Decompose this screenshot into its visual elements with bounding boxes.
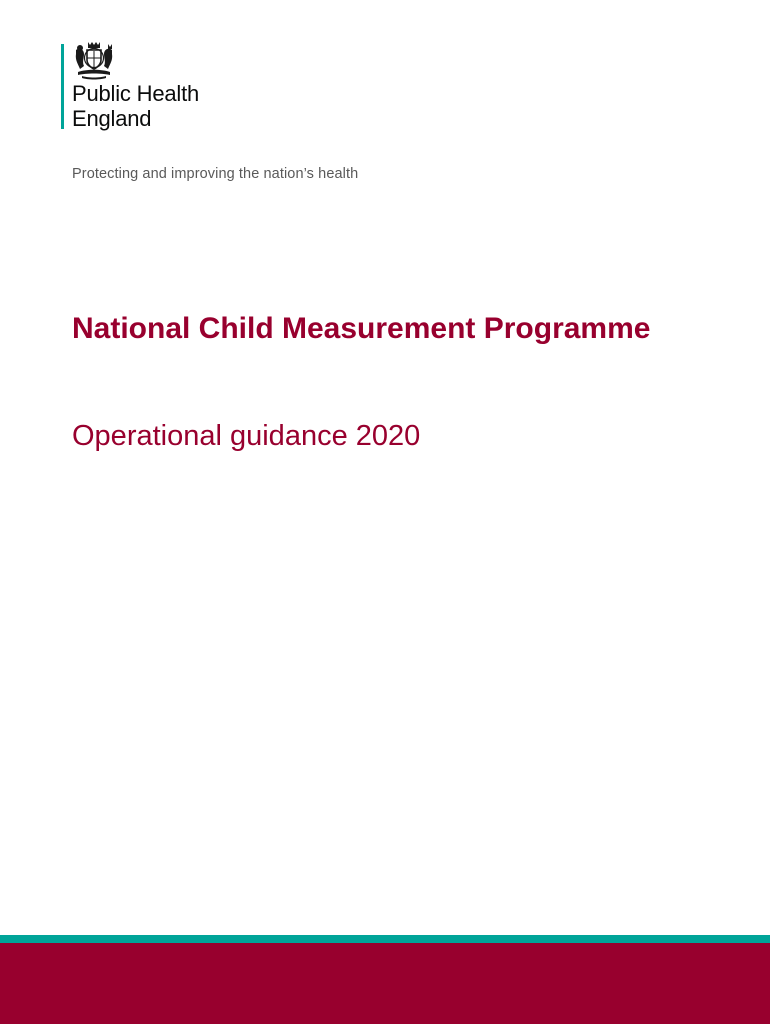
logo-accent-rule bbox=[61, 44, 64, 129]
organisation-name bbox=[72, 81, 199, 131]
document-title: National Child Measurement Programme bbox=[72, 312, 651, 345]
strapline: Protecting and improving the nation’s health bbox=[72, 166, 359, 182]
organisation-name-line2: England bbox=[72, 106, 152, 131]
document-subtitle: Operational guidance 2020 bbox=[72, 420, 421, 452]
royal-coat-of-arms-icon bbox=[72, 42, 116, 80]
organisation-name-line1: Public Health bbox=[72, 81, 200, 106]
footer-stripe bbox=[0, 935, 770, 943]
footer-band bbox=[0, 943, 770, 1024]
